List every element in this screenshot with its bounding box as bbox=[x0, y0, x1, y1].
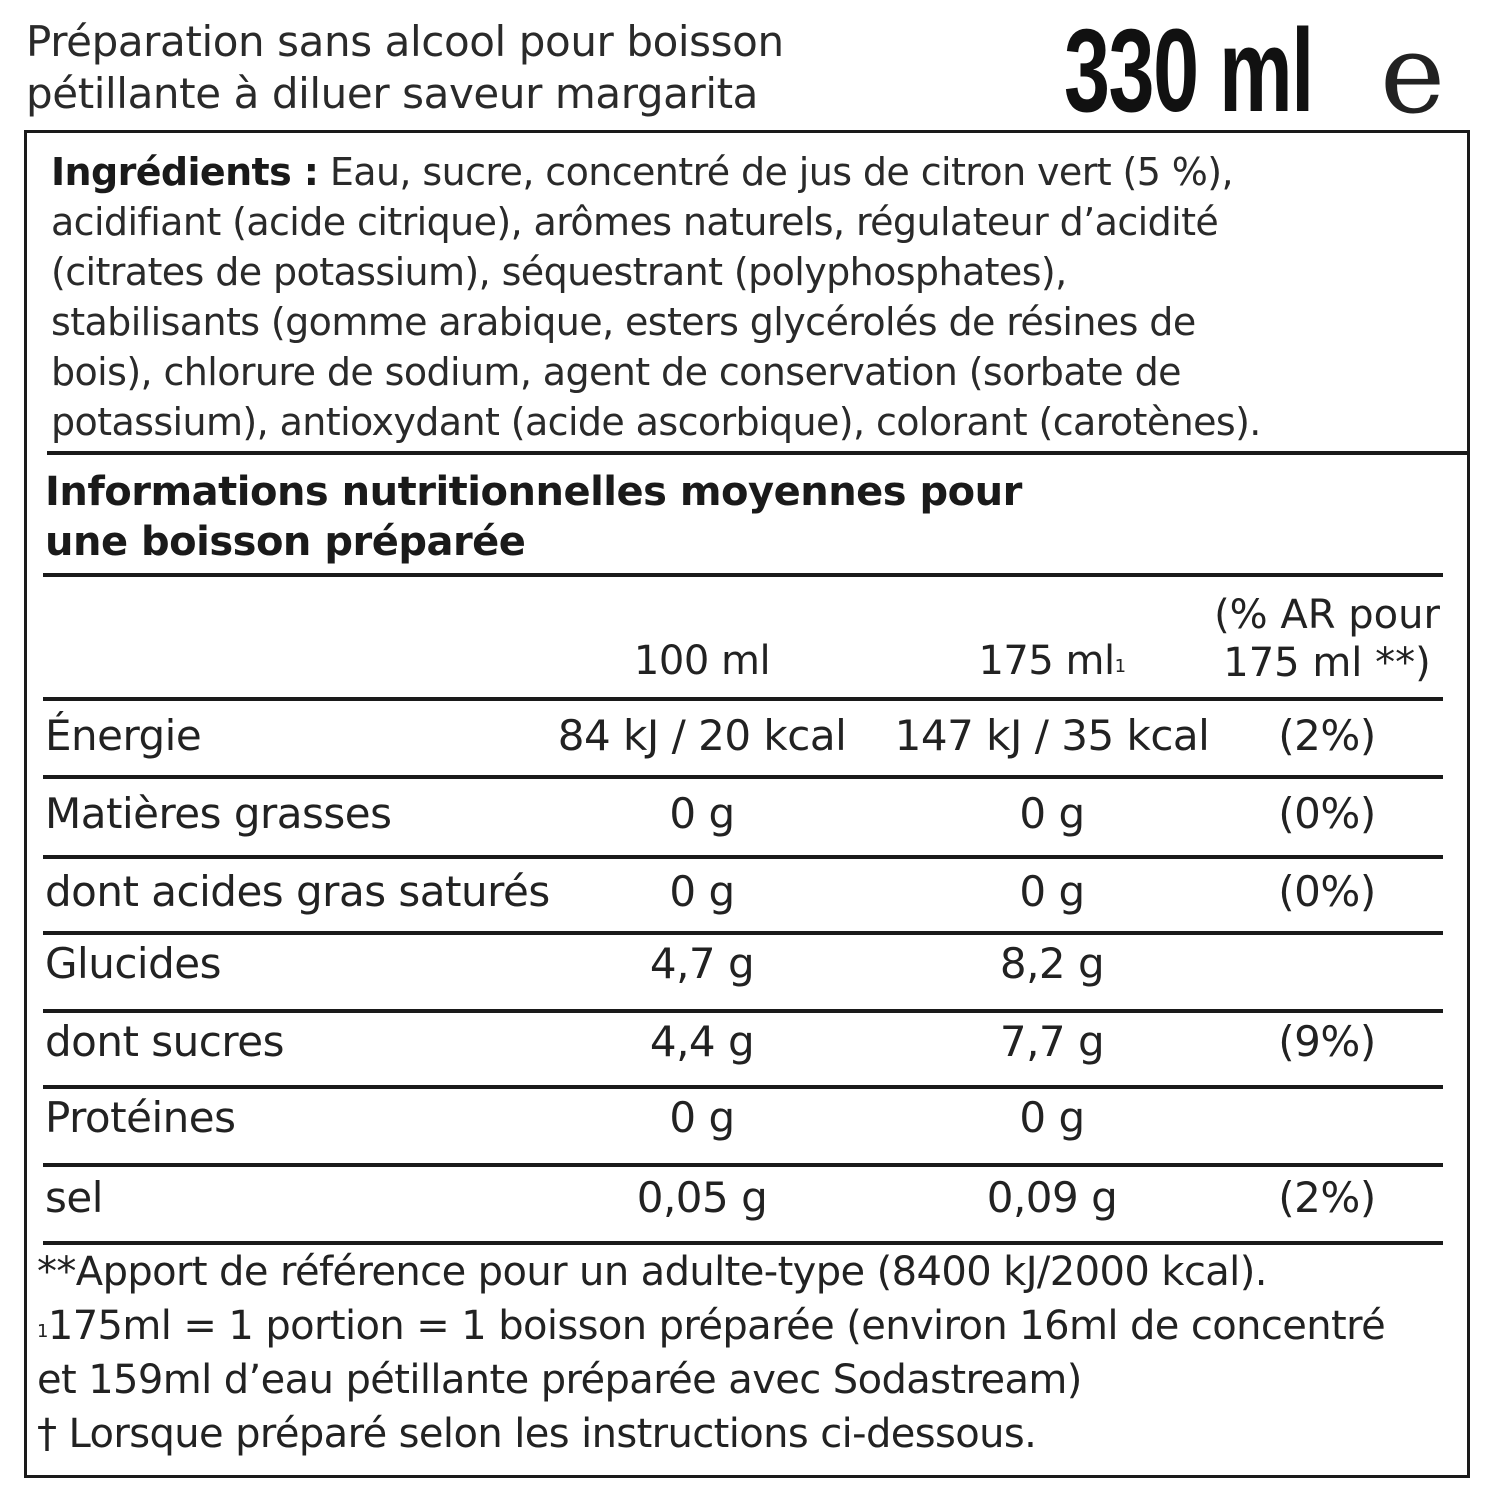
nutrient-label: Énergie bbox=[45, 711, 202, 760]
product-name bbox=[26, 16, 1036, 120]
header-per-100ml: 100 ml bbox=[633, 638, 771, 684]
ingredients-line-3: (citrates de potassium), séquestrant (polyphosphates), bbox=[51, 250, 1067, 294]
nutrition-title-line-1: Informations nutritionnelles moyennes pour bbox=[45, 469, 1022, 515]
nutrient-label: dont sucres bbox=[45, 1017, 284, 1066]
divider-ingredients bbox=[47, 451, 1467, 455]
volume-value: 330 ml bbox=[1064, 5, 1313, 137]
value-ar-percent: (2%) bbox=[1278, 711, 1376, 760]
ingredients-line-1 bbox=[51, 147, 1481, 197]
ingredients-block bbox=[51, 147, 1481, 447]
footnote-portion-line-2: et 159ml d’eau pétillante préparée avec Sodastream) bbox=[37, 1357, 1082, 1403]
nutrient-label: Glucides bbox=[45, 939, 221, 988]
divider-title bbox=[43, 573, 1443, 577]
header-ar-line-2: 175 ml **) bbox=[1223, 640, 1431, 686]
value-ar-percent: (2%) bbox=[1278, 1173, 1376, 1222]
value-per-100ml: 0,05 g bbox=[636, 1173, 768, 1222]
header-per-175ml-text: 175 ml bbox=[978, 638, 1115, 684]
dagger-mark: † bbox=[37, 1411, 57, 1457]
ingredients-text-1: Eau, sucre, concentré de jus de citron vert (5 %), bbox=[318, 150, 1234, 194]
footnote-prepared bbox=[37, 1407, 1467, 1461]
nutrient-label: Matières grasses bbox=[45, 789, 392, 838]
value-per-175ml: 147 kJ / 35 kcal bbox=[894, 711, 1210, 760]
ingredients-line-5: bois), chlorure de sodium, agent de conservation (sorbate de bbox=[51, 350, 1181, 394]
value-ar-percent: (9%) bbox=[1278, 1017, 1376, 1066]
estimated-sign: e bbox=[1380, 10, 1446, 138]
table-rule bbox=[43, 931, 1443, 935]
value-per-175ml: 7,7 g bbox=[999, 1017, 1105, 1066]
table-rule bbox=[43, 1085, 1443, 1089]
footnote-prepared-text: Lorsque préparé selon les instructions ci-dessous. bbox=[56, 1411, 1037, 1457]
value-per-175ml: 0 g bbox=[1019, 1093, 1085, 1142]
value-per-100ml: 84 kJ / 20 kcal bbox=[557, 711, 847, 760]
value-per-175ml: 0 g bbox=[1019, 867, 1085, 916]
value-per-100ml: 4,7 g bbox=[649, 939, 755, 988]
nutrient-label: Protéines bbox=[45, 1093, 236, 1142]
product-name-line-1: Préparation sans alcool pour boisson bbox=[26, 17, 784, 66]
header-ar bbox=[1197, 591, 1457, 687]
nutrient-label: dont acides gras saturés bbox=[45, 867, 550, 916]
ingredients-label: Ingrédients : bbox=[51, 150, 319, 194]
header-per-175ml-sup: 1 bbox=[1114, 656, 1126, 677]
table-rule bbox=[43, 697, 1443, 701]
ingredients-line-2: acidifiant (acide citrique), arômes naturels, régulateur d’acidité bbox=[51, 200, 1219, 244]
table-rule bbox=[43, 1009, 1443, 1013]
ingredients-line-6: potassium), antioxydant (acide ascorbique), colorant (carotènes). bbox=[51, 400, 1261, 444]
value-per-100ml: 4,4 g bbox=[649, 1017, 755, 1066]
value-ar-percent: (0%) bbox=[1278, 789, 1376, 838]
footnote-portion-text-1: 175ml = 1 portion = 1 boisson préparée (environ 16ml de concentré bbox=[47, 1303, 1386, 1349]
footnotes bbox=[37, 1245, 1467, 1461]
header-per-175ml bbox=[887, 637, 1217, 685]
nutrition-title bbox=[45, 467, 1022, 567]
footnote-reference: **Apport de référence pour un adulte-type (8400 kJ/2000 kcal). bbox=[37, 1249, 1267, 1295]
value-per-175ml: 0 g bbox=[1019, 789, 1085, 838]
value-ar-percent: (0%) bbox=[1278, 867, 1376, 916]
value-per-100ml: 0 g bbox=[669, 789, 735, 838]
table-rule bbox=[43, 855, 1443, 859]
product-name-line-2: pétillante à diluer saveur margarita bbox=[26, 69, 759, 118]
value-per-175ml: 8,2 g bbox=[999, 939, 1105, 988]
label-panel bbox=[24, 130, 1470, 1478]
value-per-175ml: 0,09 g bbox=[986, 1173, 1118, 1222]
table-rule bbox=[43, 775, 1443, 779]
nutrient-label: sel bbox=[45, 1173, 103, 1222]
table-rule bbox=[43, 1163, 1443, 1167]
ingredients-line-4: stabilisants (gomme arabique, esters glycérolés de résines de bbox=[51, 300, 1196, 344]
nutrition-title-line-2: une boisson préparée bbox=[45, 519, 526, 565]
footnote-portion-sup: 1 bbox=[37, 1321, 48, 1342]
header-ar-line-1: (% AR pour bbox=[1214, 592, 1440, 638]
footnote-portion-line-1 bbox=[37, 1299, 1467, 1353]
value-per-100ml: 0 g bbox=[669, 1093, 735, 1142]
value-per-100ml: 0 g bbox=[669, 867, 735, 916]
